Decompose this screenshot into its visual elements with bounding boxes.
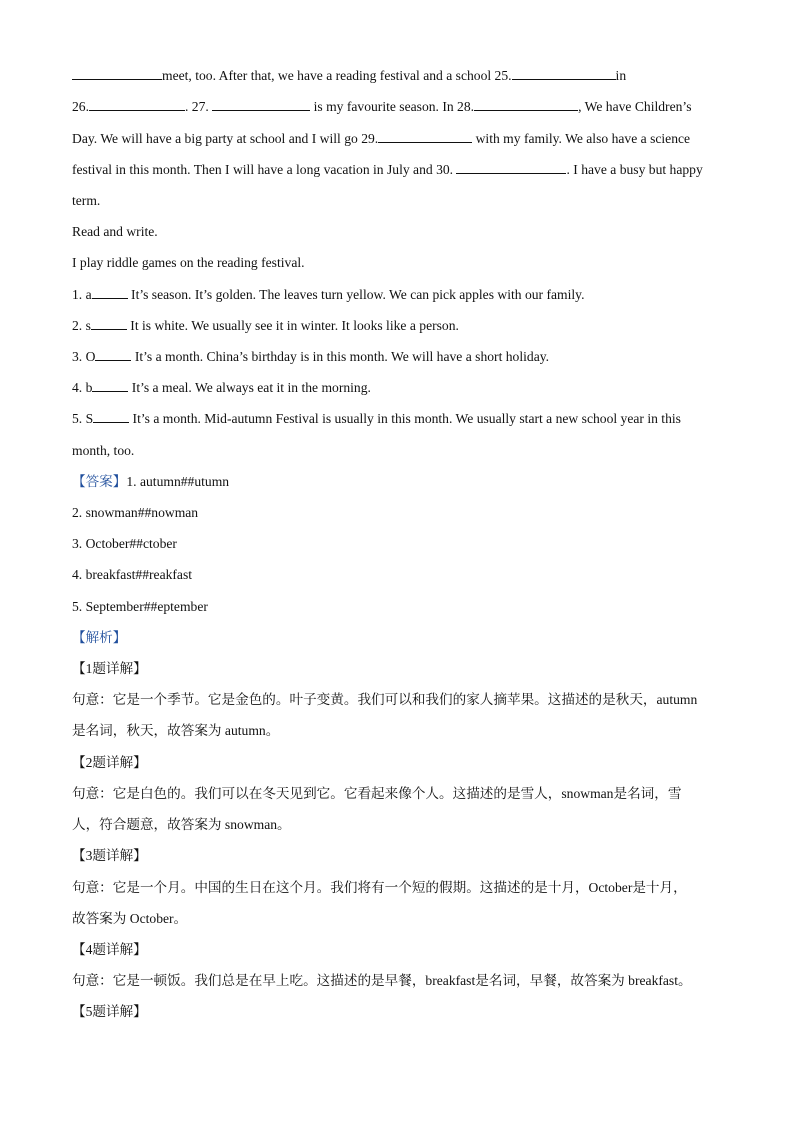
detail-4-line-1: 句意：它是一顿饭。我们总是在早上吃。这描述的是早餐，breakfast是名词，早餐，故答案为 breakfast。: [72, 973, 692, 988]
question-1: 1. a It’s season. It’s golden. The leaves turn yellow. We can pick apples with our family.: [72, 287, 585, 302]
detail-5-heading: 【5题详解】: [72, 1004, 147, 1019]
detail-1-heading: 【1题详解】: [72, 661, 147, 676]
answer-line-5: 5. September##eptember: [72, 599, 208, 614]
detail-1-line-2: 是名词，秋天，故答案为 autumn。: [72, 723, 280, 738]
passage-text: 26.: [72, 99, 89, 114]
blank-27[interactable]: [212, 98, 310, 111]
passage-line-5: term.: [72, 193, 101, 208]
analysis-tag: 【解析】: [72, 630, 127, 645]
detail-2-heading: 【2题详解】: [72, 755, 147, 770]
answer-blank[interactable]: [91, 317, 127, 330]
passage-text: festival in this month. Then I will have a long vacation in July and 30.: [72, 162, 454, 177]
passage-text: with my family. We also have a science: [472, 131, 691, 146]
passage-text: Day. We will have a big party at school and I will go 29.: [72, 131, 379, 146]
question-2: 2. s It is white. We usually see it in winter. It looks like a person.: [72, 318, 459, 333]
blank-24[interactable]: [72, 67, 162, 80]
blank-30[interactable]: [456, 161, 566, 174]
answer-blank[interactable]: [93, 410, 129, 423]
question-3: 3. O It’s a month. China’s birthday is in this month. We will have a short holiday.: [72, 349, 550, 364]
blank-26[interactable]: [89, 98, 185, 111]
answer-tag: 【答案】: [72, 474, 127, 489]
passage-line-3: [72, 130, 690, 148]
detail-3-line-2: 故答案为 October。: [72, 911, 188, 926]
passage-text: meet, too. After that, we have a reading festival and a school 25.: [162, 68, 512, 83]
detail-1-line-1: 句意：它是一个季节。它是金色的。叶子变黄。我们可以和我们的家人摘苹果。这描述的是秋天，autumn: [72, 692, 698, 707]
passage-text: . I have a busy but happy: [566, 162, 703, 177]
answer-line-2: 2. snowman##nowman: [72, 505, 199, 520]
detail-2-line-1: 句意：它是白色的。我们可以在冬天见到它。它看起来像个人。这描述的是雪人，snowman是名词，雪: [72, 786, 682, 801]
passage-line-1: [72, 67, 626, 85]
passage-text: , We have Children’s: [578, 99, 692, 114]
answer-blank[interactable]: [95, 348, 131, 361]
answer-line-1: 【答案】1. autumn##utumn: [72, 474, 230, 489]
question-4: 4. b It’s a meal. We always eat it in the morning.: [72, 380, 371, 395]
section-title: Read and write.: [72, 224, 158, 239]
answer-line-4: 4. breakfast##reakfast: [72, 567, 193, 582]
blank-28[interactable]: [474, 98, 578, 111]
answer-blank[interactable]: [92, 379, 128, 392]
answer-line-3: 3. October##ctober: [72, 536, 177, 551]
blank-25[interactable]: [512, 67, 616, 80]
question-5: 5. S It’s a month. Mid-autumn Festival is usually in this month. We usually start a new school year in this: [72, 411, 681, 426]
passage-line-4: [72, 161, 703, 179]
question-5-continued: month, too.: [72, 443, 135, 458]
detail-4-heading: 【4题详解】: [72, 942, 147, 957]
section-intro: I play riddle games on the reading festival.: [72, 255, 305, 270]
detail-2-line-2: 人，符合题意，故答案为 snowman。: [72, 817, 291, 832]
passage-line-2: [72, 98, 692, 116]
detail-3-heading: 【3题详解】: [72, 848, 147, 863]
passage-text: in: [615, 68, 627, 83]
blank-29[interactable]: [378, 130, 472, 143]
detail-3-line-1: 句意：它是一个月。中国的生日在这个月。我们将有一个短的假期。这描述的是十月，October是十月，: [72, 880, 687, 895]
passage-text: . 27.: [185, 99, 209, 114]
passage-text: is my favourite season. In 28.: [310, 99, 475, 114]
answer-blank[interactable]: [92, 286, 128, 299]
